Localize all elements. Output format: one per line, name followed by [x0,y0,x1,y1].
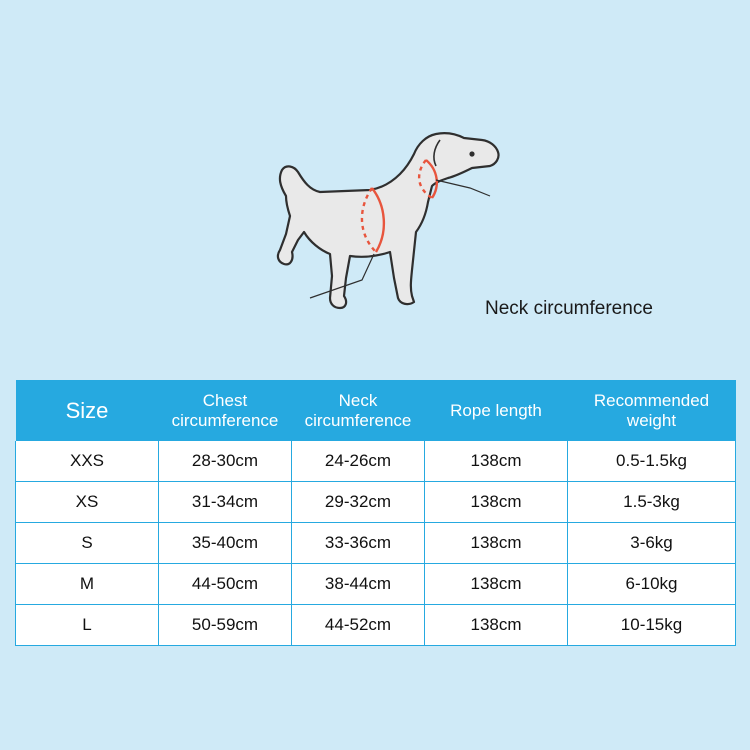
size-table-container [15,380,735,646]
cell-neck: 24-26cm [292,441,425,482]
table-row [16,564,736,605]
cell-neck: 29-32cm [292,482,425,523]
table-header-row [16,380,736,441]
cell-neck: 44-52cm [292,605,425,646]
column-header-neck: Neck circumference [292,380,425,441]
cell-size: XXS [16,441,159,482]
cell-rope: 138cm [425,564,568,605]
cell-chest: 28-30cm [159,441,292,482]
cell-chest: 31-34cm [159,482,292,523]
cell-rope: 138cm [425,605,568,646]
cell-chest: 44-50cm [159,564,292,605]
cell-weight: 1.5-3kg [568,482,736,523]
cell-neck: 38-44cm [292,564,425,605]
cell-weight: 6-10kg [568,564,736,605]
cell-size: XS [16,482,159,523]
table-row [16,605,736,646]
table-row [16,523,736,564]
column-header-rope: Rope length [425,380,568,441]
cell-size: L [16,605,159,646]
cell-weight: 10-15kg [568,605,736,646]
cell-weight: 0.5-1.5kg [568,441,736,482]
column-header-size: Size [16,380,159,441]
column-header-chest: Chest circumference [159,380,292,441]
cell-rope: 138cm [425,523,568,564]
cell-weight: 3-6kg [568,523,736,564]
dog-illustration [0,110,750,360]
table-row [16,441,736,482]
size-table [15,380,736,646]
cell-neck: 33-36cm [292,523,425,564]
cell-size: M [16,564,159,605]
table-row [16,482,736,523]
cell-rope: 138cm [425,441,568,482]
cell-chest: 50-59cm [159,605,292,646]
column-header-weight: Recommended weight [568,380,736,441]
cell-rope: 138cm [425,482,568,523]
cell-chest: 35-40cm [159,523,292,564]
cell-size: S [16,523,159,564]
neck-circumference-label: Neck circumference [485,298,653,319]
